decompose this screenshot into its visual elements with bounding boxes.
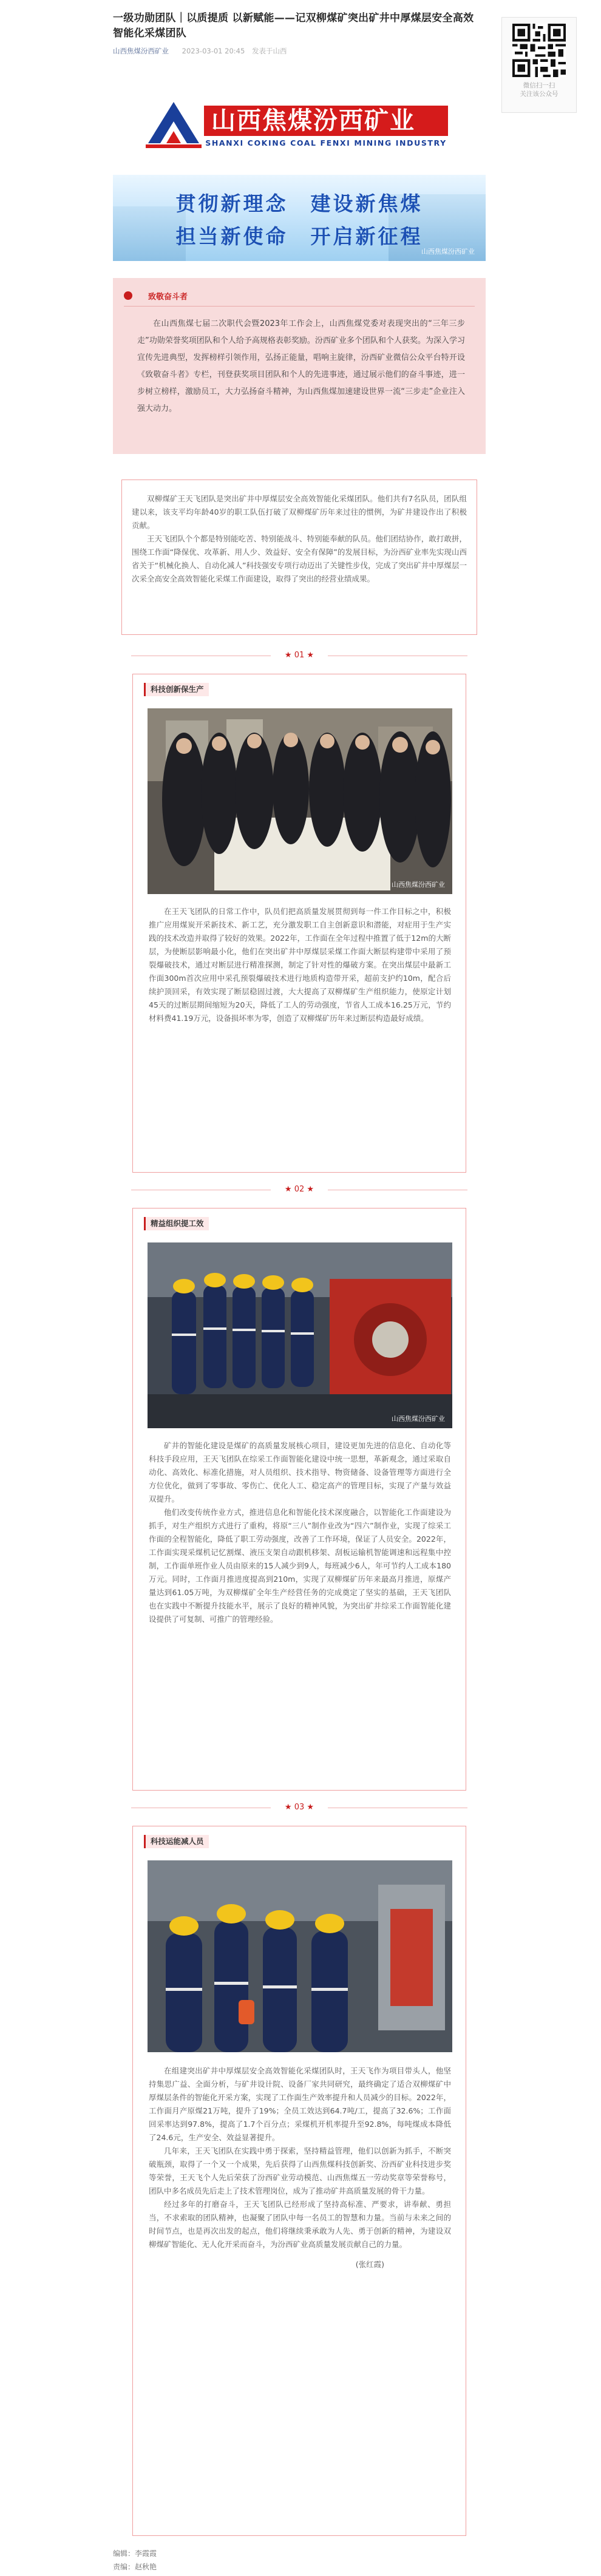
section-1 (132, 674, 466, 1173)
section-body (149, 1439, 451, 1626)
section-number: ★ 03 ★ (284, 1803, 314, 1812)
intro-paragraph: 王天飞团队个个都是特别能吃苦、特别能战斗、特别能奉献的队员。他们团结协作，敢打敢拼，围绕工作面“降保优、攻革新、用人少、效益好、安全有保障”的发展目标，为汾西矿业率先实现山西省关于“机械化换人、自动化减人”科技强安专项行动迈出了关键性步伐，完成了突出矿井中厚煤层一次采全高安全高效智能化采煤工作面建设，取得了突出的经营业绩成果。 (132, 534, 467, 583)
article-header (113, 11, 483, 56)
author-signature: (张红霞) (355, 2260, 384, 2269)
qr-caption (502, 81, 576, 98)
section-paragraph: 矿井的智能化建设是煤矿的高质量发展核心项目，建设更加先进的信息化、自动化等科技手段应用，王天飞团队在综采工作面智能化建设中统一思想，革新观念，通过采取自动化、高效化、标准化措施，对人员组织、技术指导、物资储备、设备管理等方面进行全方位优化，做到了零事故、零伤亡、优化人工、稳定高产的管理目标，实现了产量与效益双提升。 (149, 1441, 451, 1503)
section-paragraph: 他们改变传统作业方式，推进信息化和智能化技术深度融合，以智能化工作面建设为抓手，对生产组织方式进行了重构，将原“三八”制作业改为“四六”制作业，实现了综采工作面的全程智能化，降低了职工劳动强度，改善了工作环境，保证了人员安全。2022年，工作面实现采煤机记忆割煤、液压支架自动跟机移架、刮板运输机智能调速和远程集中控制，工作面单班作业人员由原来的15人减少到9人，每班减少6人，年可节约人工成本180万元。同时，工作面月推进度提高到210m，实现了双柳煤矿历年来最高月推进，原煤产量达到61.05万吨，为双柳煤矿全年生产经营任务的完成奠定了坚实的基础，王天飞团队也在实践中不断提升技能水平，展示了良好的精神风貌，为突出矿井综采工作面智能化建设提供了可复制、可推广的管理经验。 (149, 1508, 451, 1624)
badge-dot-icon (124, 291, 132, 300)
slogan-line-1: 贯彻新理念 建设新焦煤 (175, 192, 423, 215)
publish-date: 2023-03-01 20:45 (182, 47, 245, 55)
account-name-link[interactable]: 山西焦煤汾西矿业 (113, 47, 169, 55)
intro-paragraph: 双柳煤矿王天飞团队是突出矿井中厚煤层安全高效智能化采煤团队。他们共有7名队员，团队组建以来，该支平均年龄40岁的职工队伍打破了双柳煤矿历年来过往的惯例，为矿井建设作出了积极贡献。 (132, 494, 467, 530)
publish-location: 发表于山西 (251, 47, 287, 55)
logo-name-cn: 山西焦煤汾西矿业 (211, 107, 415, 135)
column-intro-text: 在山西焦煤七届二次职代会暨2023年工作会上，山西焦煤党委对表现突出的“三年三步走”功勋荣誉奖项团队和个人给予高规格表彰奖励。汾西矿业多个团队和个人获奖。为深入学习宣传先进典型，发挥榜样引领作用，弘扬正能量，唱响主旋律，汾西矿业微信公众平台特开设《致敬奋斗者》专栏，刊登获奖项目团队和个人的先进事迹，通过展示他们的奋斗事迹，进一步树立榜样，激励员工，大力弘扬奋斗精神，为山西焦煤加速建设世界一流“三步走”企业注入强大动力。 (137, 319, 465, 413)
section-heading: 科技运能减人员 (144, 1835, 209, 1848)
qr-code-icon (512, 24, 566, 77)
section-2 (132, 1208, 466, 1791)
section-body (149, 2064, 451, 2269)
section-heading: 精益组织提工效 (144, 1217, 209, 1230)
company-logo-banner (113, 90, 486, 158)
section-paragraph: 几年来，王天飞团队在实践中勇于探索，坚持精益管理，他们以创新为抓手，不断突破瓶颈，取得了一个又一个成果，先后获得了山西焦煤科技创新奖、汾西矿业科技进步奖等荣誉，王天飞个人先后荣获了汾西矿业劳动模范、山西焦煤五一劳动奖章等荣誉称号，团队中多名成员先后走上了技术管理岗位，成为了推动矿井高质量发展的骨干力量。 (149, 2146, 451, 2195)
slogan-line-2: 担当新使命 开启新征程 (175, 225, 423, 248)
section-paragraph: 经过多年的打磨奋斗，王天飞团队已经形成了坚持高标准、严要求，讲奉献、勇担当，不求索取的团队精神，也凝聚了团队中每一名员工的智慧和力量。当前与未来之间的时间节点，也是再次出发的起点，他们将继续秉承敢为人先、勇于创新的精神，为建设双柳煤矿智能化、无人化开采而奋斗，为汾西矿业高质量发展贡献自己的力量。 (149, 2200, 451, 2249)
column-title: 致敬奋斗者 (148, 293, 188, 302)
section-3 (132, 1826, 466, 2536)
section-photo (148, 1860, 452, 2052)
panel-divider (124, 306, 475, 307)
section-photo (148, 708, 452, 894)
company-logo-icon (143, 98, 204, 149)
article-meta (113, 46, 483, 56)
editor-credit: 编辑：李霞霞 (113, 2549, 157, 2558)
qr-caption-line1: 微信扫一扫 (523, 82, 555, 89)
slogan-banner (113, 175, 486, 261)
qr-caption-line2: 关注该公众号 (520, 90, 559, 98)
section-photo (148, 1242, 452, 1428)
logo-name-en: SHANXI COKING COAL FENXI MINING INDUSTRY (205, 138, 447, 147)
section-divider (113, 1802, 486, 1814)
section-heading: 科技创新保生产 (144, 683, 209, 696)
team-intro-box (121, 480, 477, 635)
article-credits (113, 2547, 157, 2574)
article-title: 一级功勋团队｜以质提质 以新赋能——记双柳煤矿突出矿井中厚煤层安全高效智能化采煤团队 (113, 12, 474, 39)
section-paragraph: 在王天飞团队的日常工作中，队员们把高质量发展贯彻到每一件工作目标之中，积极推广应用煤炭开采新技术、新工艺，充分激发职工自主创新意识和潜能，对症用于生产实践的技术改造并取得了较好的效果。2022年，工作面在全年过程中推置了低于12m的大断层，为使断层影响最小化，他们在突出矿井中厚煤层采煤工作面大断层构建带中采用了预裂爆破技术，通过对断层进行精准探测，制定了针对性的爆破方案。在突出煤层中最新工作面300m首次应用中采孔预裂爆破技术进行地质构造带开采，超前支护约10m，配合后续护顶回采，有效实现了断层稳固过渡，大大提高了双柳煤矿生产组织能力，使原定计划45天的过断层期间缩短为20天，降低了工人的劳动强度，节省人工成本16.25万元，节约材料费41.19万元，设备损坏率为零，创造了双柳煤矿历年来过断层构造最好成绩。 (149, 907, 451, 1023)
section-body (149, 905, 451, 1025)
column-intro-panel (113, 278, 486, 454)
section-divider (113, 649, 486, 662)
follow-qr-box[interactable] (501, 17, 577, 113)
slogan-watermark: 山西焦煤汾西矿业 (421, 248, 475, 256)
photo-watermark: 山西焦煤汾西矿业 (392, 1415, 445, 1423)
section-divider (113, 1184, 486, 1196)
reviewer-credit: 责编：赵秋艳 (113, 2563, 157, 2571)
section-paragraph: 在组建突出矿井中厚煤层安全高效智能化采煤团队时，王天飞作为项目带头人，他坚持集思广益、全面分析，与矿井设计院、设备厂家共同研究，最终确定了适合双柳煤矿中厚煤层条件的智能化开采方案，实现了工作面生产效率提升和人员减少的目标。2022年，工作面月产原煤21万吨，提升了19%；全员工效达到64.7吨/工，提高了32.6%；工作面回采率达到97.8%，提高了1.7个百分点；采煤机开机率提升至92.8%，每吨煤成本降低了24.6元，生产安全、效益显著提升。 (149, 2066, 451, 2142)
photo-watermark: 山西焦煤汾西矿业 (392, 881, 445, 889)
section-number: ★ 01 ★ (284, 651, 314, 660)
section-number: ★ 02 ★ (284, 1185, 314, 1194)
